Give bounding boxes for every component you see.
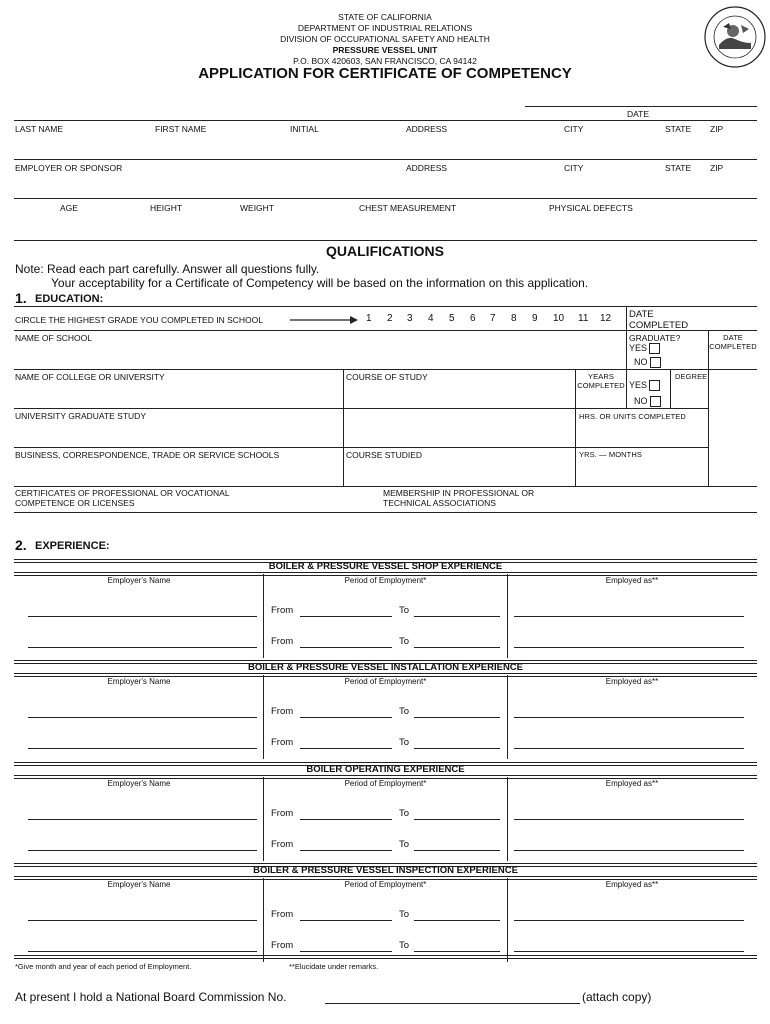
- to-label: To: [399, 940, 410, 951]
- employed-as-field[interactable]: [514, 748, 744, 749]
- page-title: APPLICATION FOR CERTIFICATE OF COMPETENCY: [198, 65, 572, 82]
- employer-name-header: Employer's Name: [107, 779, 171, 788]
- section-title: BOILER & PRESSURE VESSEL INSPECTION EXPERIENCE: [253, 865, 518, 876]
- grade-option[interactable]: 5: [449, 313, 455, 324]
- yes2-label: YES: [629, 380, 648, 390]
- from-field[interactable]: [300, 819, 392, 820]
- yes2-checkbox[interactable]: [649, 380, 660, 391]
- from-field[interactable]: [300, 647, 392, 648]
- years-completed-label: YEARS COMPLETED: [577, 372, 625, 390]
- employer-name-field[interactable]: [28, 920, 257, 921]
- graduate-label: GRADUATE?: [629, 333, 681, 343]
- right-col-divider: [708, 369, 709, 486]
- edu-line-2: [14, 369, 757, 370]
- edu-line-4: [14, 447, 708, 448]
- edu-line-1: [14, 330, 757, 331]
- header-line-3: DIVISION OF OCCUPATIONAL SAFETY AND HEALTH: [280, 34, 490, 44]
- from-field[interactable]: [300, 850, 392, 851]
- hrs-units-label: HRS. OR UNITS COMPLETED: [579, 412, 686, 421]
- certificates-label-2: COMPETENCE OR LICENSES: [15, 498, 135, 508]
- col-divider: [263, 574, 264, 658]
- employed-as-header: Employed as**: [605, 677, 659, 686]
- from-label: From: [271, 940, 294, 951]
- note-2: Your acceptability for a Certificate of Competency will be based on the information on this application.: [51, 276, 589, 290]
- date-completed-label: DATE COMPLETED: [629, 309, 689, 331]
- to-field[interactable]: [414, 951, 500, 952]
- defects-label: PHYSICAL DEFECTS: [549, 203, 633, 213]
- employer-name-field[interactable]: [28, 616, 257, 617]
- employed-as-header: Employed as**: [605, 880, 659, 889]
- date-label: DATE: [627, 109, 650, 119]
- employer-name-header: Employer's Name: [107, 576, 171, 585]
- employed-as-field[interactable]: [514, 819, 744, 820]
- to-label: To: [399, 605, 410, 616]
- city-label: CITY: [564, 124, 584, 134]
- col-divider: [263, 777, 264, 861]
- school-date-completed: DATE COMPLETED: [709, 333, 757, 351]
- employed-as-field[interactable]: [514, 920, 744, 921]
- state2-label: STATE: [665, 163, 692, 173]
- section-title: BOILER & PRESSURE VESSEL INSTALLATION EXPERIENCE: [247, 662, 523, 673]
- grade-option[interactable]: 9: [532, 313, 538, 324]
- to-label: To: [399, 636, 410, 647]
- to-label: To: [399, 909, 410, 920]
- from-field[interactable]: [300, 616, 392, 617]
- employed-as-field[interactable]: [514, 647, 744, 648]
- college-yes[interactable]: [629, 380, 660, 391]
- to-field[interactable]: [414, 616, 500, 617]
- employed-as-header: Employed as**: [605, 576, 659, 585]
- from-label: From: [271, 737, 294, 748]
- edu-bottom-line: [14, 512, 757, 513]
- employed-as-field[interactable]: [514, 850, 744, 851]
- employer-name-field[interactable]: [28, 717, 257, 718]
- qualifications-heading: QUALIFICATIONS: [326, 243, 444, 259]
- period-header: Period of Employment*: [344, 677, 427, 686]
- no-label: NO: [634, 357, 648, 367]
- degree-label: DEGREE: [675, 372, 708, 381]
- to-field[interactable]: [414, 647, 500, 648]
- state-label: STATE: [665, 124, 692, 134]
- education-heading: EDUCATION:: [35, 293, 104, 305]
- first-name-label: FIRST NAME: [155, 124, 207, 134]
- col-divider: [263, 675, 264, 759]
- membership-label-1: MEMBERSHIP IN PROFESSIONAL OR: [383, 488, 535, 498]
- footnote-2: **Elucidate under remarks.: [289, 962, 379, 971]
- to-field[interactable]: [414, 819, 500, 820]
- employed-as-header: Employed as**: [605, 779, 659, 788]
- circle-grade-label: CIRCLE THE HIGHEST GRADE YOU COMPLETED IN SCHOOL: [15, 315, 263, 325]
- course-of-study-label: COURSE OF STUDY: [346, 372, 428, 382]
- col-divider: [507, 777, 508, 861]
- grade-option[interactable]: 2: [387, 313, 393, 324]
- from-label: From: [271, 808, 294, 819]
- zip2-label: ZIP: [710, 163, 724, 173]
- col-divider: [507, 878, 508, 962]
- membership-label-2: TECHNICAL ASSOCIATIONS: [383, 498, 496, 508]
- employer-name-header: Employer's Name: [107, 677, 171, 686]
- col-divider: [263, 878, 264, 962]
- arrow-right-icon: [290, 316, 358, 324]
- header-line-5: P.O. BOX 420603, SAN FRANCISCO, CA 94142: [293, 56, 477, 66]
- from-label: From: [271, 636, 294, 647]
- weight-label: WEIGHT: [240, 203, 274, 213]
- employed-as-field[interactable]: [514, 717, 744, 718]
- period-header: Period of Employment*: [344, 576, 427, 585]
- initial-label: INITIAL: [290, 124, 319, 134]
- footnote-1: *Give month and year of each period of Employment.: [15, 962, 192, 971]
- grade-option[interactable]: 6: [470, 313, 476, 324]
- edu-line-5: [14, 486, 757, 487]
- height-label: HEIGHT: [150, 203, 183, 213]
- education-number: 1.: [15, 290, 27, 306]
- grade-option[interactable]: 3: [407, 313, 413, 324]
- employer-name-field[interactable]: [28, 819, 257, 820]
- experience-bottom-rule: [14, 955, 757, 959]
- chest-label: CHEST MEASUREMENT: [359, 203, 457, 213]
- business-label: BUSINESS, CORRESPONDENCE, TRADE OR SERVICE SCHOOLS: [15, 450, 280, 460]
- from-label: From: [271, 706, 294, 717]
- edu-top-line: [14, 306, 757, 307]
- city2-label: CITY: [564, 163, 584, 173]
- course-studied-label: COURSE STUDIED: [346, 450, 423, 460]
- attach-copy-label: (attach copy): [582, 990, 652, 1004]
- last-name-label: LAST NAME: [15, 124, 64, 134]
- employer-name-field[interactable]: [28, 850, 257, 851]
- to-label: To: [399, 737, 410, 748]
- graduate-yes[interactable]: [629, 343, 660, 354]
- grade-option[interactable]: 4: [428, 313, 434, 324]
- grade-option[interactable]: 8: [511, 313, 517, 324]
- commission-number-field[interactable]: [325, 1003, 580, 1004]
- from-field[interactable]: [300, 748, 392, 749]
- employer-label: EMPLOYER OR SPONSOR: [15, 163, 123, 173]
- school-divider: [626, 330, 627, 369]
- from-field[interactable]: [300, 717, 392, 718]
- to-field[interactable]: [414, 850, 500, 851]
- physical-line[interactable]: [14, 198, 757, 199]
- divider: [14, 240, 757, 241]
- to-field[interactable]: [414, 748, 500, 749]
- no2-checkbox[interactable]: [650, 396, 661, 407]
- no2-label: NO: [634, 396, 648, 406]
- from-label: From: [271, 605, 294, 616]
- applicant-name-line[interactable]: [14, 120, 757, 121]
- zip-label: ZIP: [710, 124, 724, 134]
- date-line[interactable]: [525, 106, 757, 107]
- no-checkbox[interactable]: [650, 357, 661, 368]
- grade-option[interactable]: 11: [578, 313, 589, 324]
- certificates-label-1: CERTIFICATES OF PROFESSIONAL OR VOCATIONAL: [15, 488, 230, 498]
- employer-name-field[interactable]: [28, 647, 257, 648]
- experience-number: 2.: [15, 537, 27, 553]
- yes-no-divider: [626, 369, 627, 408]
- school-name-label: NAME OF SCHOOL: [15, 333, 92, 343]
- employed-as-field[interactable]: [514, 616, 744, 617]
- employed-as-field[interactable]: [514, 951, 744, 952]
- header-line-2: DEPARTMENT OF INDUSTRIAL RELATIONS: [297, 23, 473, 33]
- edu-line-3: [14, 408, 708, 409]
- grade-option[interactable]: 7: [490, 313, 496, 324]
- col-divider: [507, 574, 508, 658]
- grade-option[interactable]: 10: [553, 313, 565, 324]
- graduate-no[interactable]: [634, 357, 661, 368]
- section-title: BOILER OPERATING EXPERIENCE: [306, 764, 465, 775]
- to-label: To: [399, 808, 410, 819]
- college-no[interactable]: [634, 396, 661, 407]
- to-label: To: [399, 839, 410, 850]
- period-header: Period of Employment*: [344, 880, 427, 889]
- grade-option[interactable]: 1: [366, 313, 372, 324]
- employer-name-field[interactable]: [28, 748, 257, 749]
- yrs-months-label: YRS. — MONTHS: [579, 450, 642, 459]
- age-label: AGE: [60, 203, 78, 213]
- section-title: BOILER & PRESSURE VESSEL SHOP EXPERIENCE: [268, 561, 503, 572]
- state-seal-icon: [703, 5, 767, 69]
- employer-name-field[interactable]: [28, 951, 257, 952]
- from-label: From: [271, 909, 294, 920]
- grad-study-label: UNIVERSITY GRADUATE STUDY: [15, 411, 146, 421]
- address-label: ADDRESS: [406, 124, 448, 134]
- to-label: To: [399, 706, 410, 717]
- from-field[interactable]: [300, 951, 392, 952]
- header-line-4: PRESSURE VESSEL UNIT: [332, 45, 438, 55]
- period-header: Period of Employment*: [344, 779, 427, 788]
- degree-divider: [670, 369, 671, 408]
- address2-label: ADDRESS: [406, 163, 448, 173]
- yes-checkbox[interactable]: [649, 343, 660, 354]
- note-1: Note: Read each part carefully. Answer all questions fully.: [15, 262, 320, 276]
- from-label: From: [271, 839, 294, 850]
- college-label: NAME OF COLLEGE OR UNIVERSITY: [15, 372, 165, 382]
- to-field[interactable]: [414, 717, 500, 718]
- header-line-1: STATE OF CALIFORNIA: [338, 12, 432, 22]
- date-completed-divider: [626, 306, 627, 330]
- employer-line[interactable]: [14, 159, 757, 160]
- to-field[interactable]: [414, 920, 500, 921]
- course-divider: [343, 369, 344, 486]
- commission-text: At present I hold a National Board Commission No.: [15, 990, 287, 1004]
- from-field[interactable]: [300, 920, 392, 921]
- col-divider: [507, 675, 508, 759]
- employer-name-header: Employer's Name: [107, 880, 171, 889]
- experience-heading: EXPERIENCE:: [35, 540, 110, 552]
- grade-option[interactable]: 12: [600, 313, 612, 324]
- yes-label: YES: [629, 343, 648, 353]
